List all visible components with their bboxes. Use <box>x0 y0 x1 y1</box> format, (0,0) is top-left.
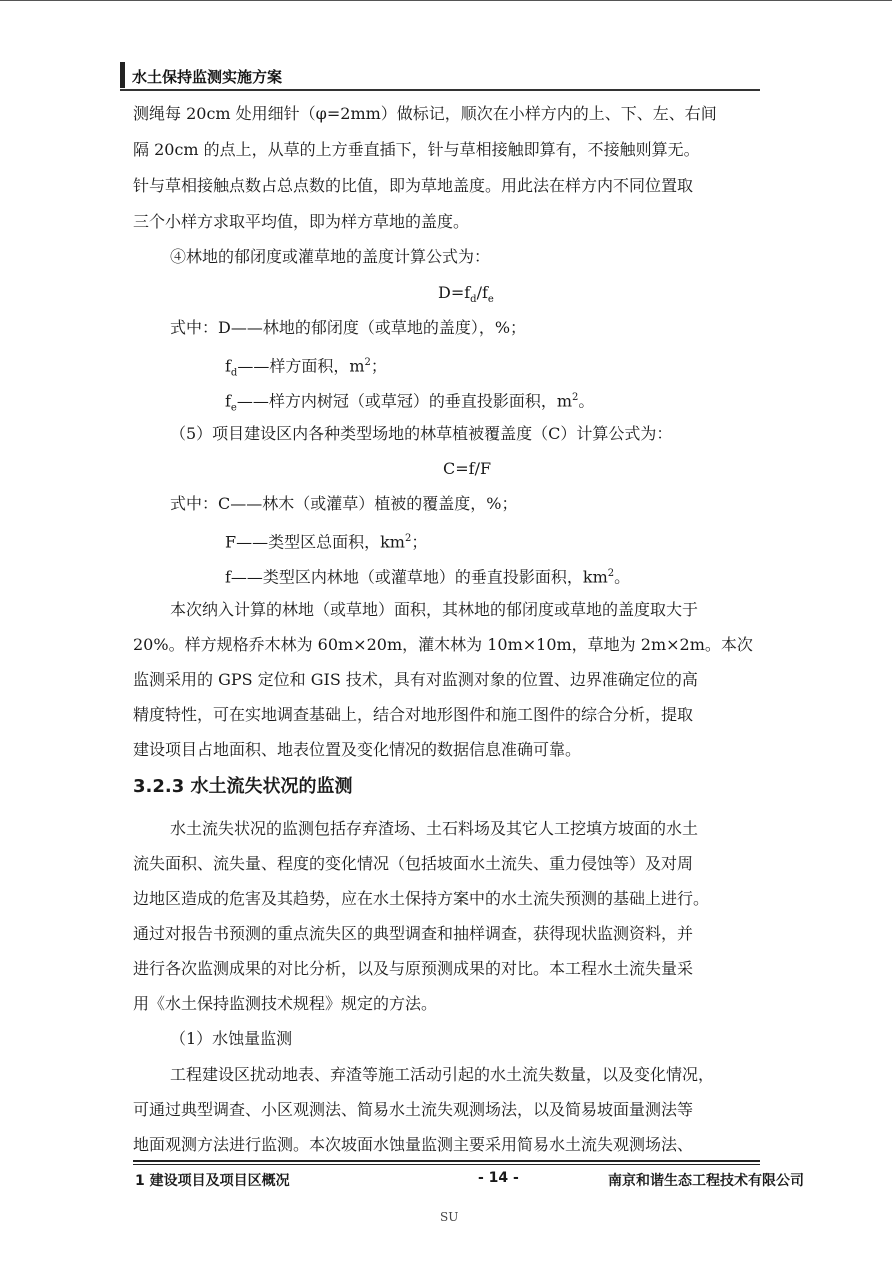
definition-line: F——类型区总面积，$km^2$； <box>225 532 428 552</box>
definition-line: 式中：D——林地的郁闭度（或草地的盖度），%； <box>170 318 527 337</box>
body-line: 工程建设区扰动地表、弃渣等施工活动引起的水土流失数量，以及变化情况， <box>170 1065 715 1084</box>
body-line: 隔 20cm 的点上，从草的上方垂直插下，针与草相接触即算有，不接触则算无。 <box>133 140 700 159</box>
body-line: 地面观测方法进行监测。本次坡面水蚀量监测主要采用简易水土流失观测场法、 <box>133 1135 694 1154</box>
section-heading: 3.2.3 水土流失状况的监测 <box>133 776 353 797</box>
body-line: 针与草相接触点数占总点数的比值，即为草地盖度。用此法在样方内不同位置取 <box>133 176 694 195</box>
page-footer <box>133 1160 804 1194</box>
bottom-mark: SU <box>440 1210 459 1224</box>
page-number: - 14 - <box>478 1170 519 1186</box>
body-line: 三个小样方求取平均值，即为样方草地的盖度。 <box>133 212 470 231</box>
body-line: 精度特性，可在实地调查基础上，结合对地形图件和施工图件的综合分析，提取 <box>133 705 694 724</box>
formula-c: C=f/F <box>443 459 492 478</box>
formula-d: $D=f_d/f_e$ <box>438 283 494 306</box>
body-line: 可通过典型调查、小区观测法、简易水土流失观测场法，以及简易坡面量测法等 <box>133 1100 694 1119</box>
header-title: 水土保持监测实施方案 <box>132 68 283 86</box>
body-line: 监测采用的 GPS 定位和 GIS 技术，具有对监测对象的位置、边界准确定位的高 <box>133 670 698 689</box>
body-line: 测绳每 20cm 处用细针（φ=2mm）做标记，顺次在小样方内的上、下、左、右间 <box>133 104 717 123</box>
body-line: 水土流失状况的监测包括存弃渣场、土石料场及其它人工挖填方坡面的水土 <box>170 819 699 838</box>
definition-line: $f_e——$样方内树冠（或草冠）的垂直投影面积，$m^2$。 <box>225 391 595 414</box>
body-line: 建设项目占地面积、地表位置及变化情况的数据信息准确可靠。 <box>133 740 582 759</box>
body-line: 边地区造成的危害及其趋势，应在水土保持方案中的水土流失预测的基础上进行。 <box>133 889 710 908</box>
body-line: 用《水土保持监测技术规程》规定的方法。 <box>133 994 438 1013</box>
top-border <box>0 0 892 1</box>
body-line: 通过对报告书预测的重点流失区的典型调查和抽样调查，获得现状监测资料，并 <box>133 924 694 943</box>
subsection-label: （1）水蚀量监测 <box>170 1029 293 1048</box>
header-accent-bar <box>120 62 125 88</box>
body-line: （5）项目建设区内各种类型场地的林草植被覆盖度（C）计算公式为： <box>170 424 673 443</box>
body-line: 流失面积、流失量、程度的变化情况（包括坡面水土流失、重力侵蚀等）及对周 <box>133 854 694 873</box>
definition-line: $f_d——$样方面积，$m^2$； <box>225 356 387 379</box>
footer-rule-thin <box>133 1164 760 1165</box>
body-line: ④林地的郁闭度或灌草地的盖度计算公式为： <box>170 247 491 266</box>
footer-rule <box>133 1160 760 1162</box>
definition-line: 式中：C——林木（或灌草）植被的覆盖度，%； <box>170 494 518 513</box>
page-header <box>120 62 760 92</box>
body-line: 进行各次监测成果的对比分析，以及与原预测成果的对比。本工程水土流失量采 <box>133 959 694 978</box>
footer-company: 南京和谐生态工程技术有限公司 <box>608 1173 804 1189</box>
header-rule <box>120 89 760 91</box>
body-line: 20%。样方规格乔木林为 60m×20m，灌木林为 10m×10m，草地为 2m×2m。本次 <box>133 635 753 654</box>
footer-chapter: 1 建设项目及项目区概况 <box>135 1173 290 1189</box>
body-line: 本次纳入计算的林地（或草地）面积，其林地的郁闭度或草地的盖度取大于 <box>170 600 699 619</box>
definition-line: f——类型区内林地（或灌草地）的垂直投影面积，$km^2$。 <box>225 567 631 587</box>
